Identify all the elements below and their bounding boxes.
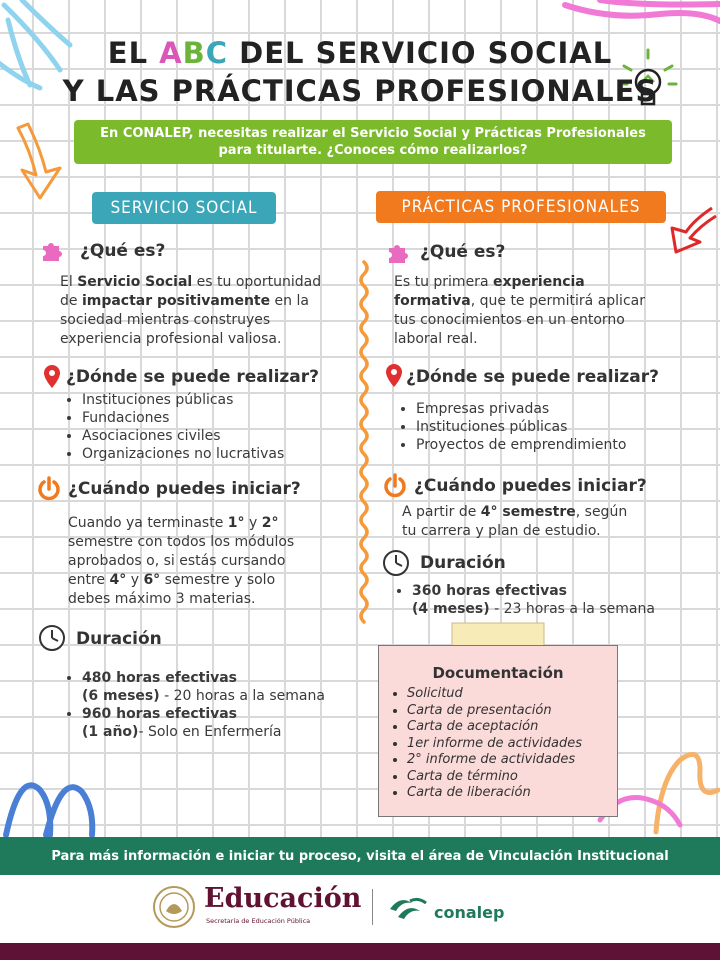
list-item: • Carta de presentación xyxy=(407,703,617,720)
practicas-que-es-text: Es tu primera experiencia formativa, que te permitirá aplicar tus conocimientos en un entorno laboral real. xyxy=(394,274,645,347)
footer-bottom-bar xyxy=(0,943,720,960)
clock-icon xyxy=(382,549,410,577)
puzzle-icon xyxy=(386,240,410,264)
conalep-logo-icon xyxy=(388,895,428,923)
practicas-cuando-heading: ¿Cuándo puedes iniciar? xyxy=(414,476,647,496)
puzzle-icon xyxy=(40,238,64,262)
servicio-donde-list xyxy=(60,391,284,463)
sep-subtitle: Secretaría de Educación Pública xyxy=(206,917,311,925)
location-pin-icon xyxy=(42,364,62,390)
location-pin-icon xyxy=(384,363,404,389)
servicio-donde-heading: ¿Dónde se puede realizar? xyxy=(66,367,320,387)
practicas-duracion-heading: Duración xyxy=(420,553,506,573)
clock-icon xyxy=(38,624,66,652)
intro-banner xyxy=(74,120,672,164)
power-icon xyxy=(382,473,408,499)
servicio-que-es-heading: ¿Qué es? xyxy=(80,241,166,261)
practicas-donde-heading: ¿Dónde se puede realizar? xyxy=(406,367,660,387)
list-item: • 960 horas efectivas (1 año)- Solo en Enfermería xyxy=(82,705,325,741)
banner-line-2: para titularte. ¿Conoces cómo realizarlos? xyxy=(218,143,528,158)
practicas-cuando-text: A partir de 4° semestre, según tu carrera y plan de estudio. xyxy=(402,504,628,539)
title-line-2: Y LAS PRÁCTICAS PROFESIONALES xyxy=(62,74,658,108)
servicio-cuando-text: Cuando ya terminaste 1° y 2° semestre con todos los módulos aprobados o, si estás cursando entre 4° y 6° semestre y solo debes máximo 3 materias. xyxy=(68,515,295,607)
list-item: • Proyectos de emprendimiento xyxy=(416,436,626,454)
conalep-logo-text: conalep xyxy=(434,903,505,922)
footer-info-text: Para más información e iniciar tu proceso, visita el área de Vinculación Institucional xyxy=(51,848,669,864)
page-title xyxy=(0,34,720,110)
list-item: • Carta de liberación xyxy=(407,785,617,802)
practicas-que-es-heading: ¿Qué es? xyxy=(420,242,506,262)
list-item: • Instituciones públicas xyxy=(416,418,626,436)
servicio-que-es-text: El Servicio Social es tu oportunidad de impactar positivamente en la sociedad mientras construyes experiencia profesional valiosa. xyxy=(60,274,322,347)
list-item: • Empresas privadas xyxy=(416,400,626,418)
list-item: • Organizaciones no lucrativas xyxy=(82,445,284,463)
footer-logos xyxy=(0,875,720,943)
power-icon xyxy=(36,476,62,502)
red-arrow-doodle xyxy=(672,208,716,252)
list-item: • Instituciones públicas xyxy=(82,391,284,409)
servicio-cuando-heading: ¿Cuándo puedes iniciar? xyxy=(68,479,301,499)
footer-info-band xyxy=(0,837,720,875)
sep-seal-logo xyxy=(152,885,196,929)
list-item: • 1er informe de actividades xyxy=(407,736,617,753)
logo-divider xyxy=(372,889,373,925)
list-item: • 2° informe de actividades xyxy=(407,752,617,769)
practicas-donde-list xyxy=(394,400,626,454)
documentacion-list xyxy=(379,686,617,802)
documentacion-heading: Documentación xyxy=(432,664,564,682)
practicas-duracion-list xyxy=(390,582,655,618)
list-item: • Carta de aceptación xyxy=(407,719,617,736)
orange-wavy-divider xyxy=(361,262,367,622)
blue-loops-bottom-left xyxy=(6,785,92,835)
list-item: • Carta de término xyxy=(407,769,617,786)
list-item: • 360 horas efectivas (4 meses) - 23 horas a la semana xyxy=(412,582,655,618)
pink-scribble-top-right xyxy=(565,0,720,22)
orange-squiggle-bottom-right xyxy=(656,754,718,832)
documentacion-card xyxy=(378,645,618,817)
educacion-logo-text: Educación xyxy=(204,883,362,914)
list-item: • 480 horas efectivas (6 meses) - 20 horas a la semana xyxy=(82,669,325,705)
servicio-duracion-heading: Duración xyxy=(76,629,162,649)
banner-line-1: En CONALEP, necesitas realizar el Servicio Social y Prácticas Profesionales xyxy=(100,126,646,141)
orange-arrow-doodle xyxy=(18,124,60,198)
list-item: • Asociaciones civiles xyxy=(82,427,284,445)
servicio-social-label: SERVICIO SOCIAL xyxy=(92,192,276,224)
practicas-profesionales-label: PRÁCTICAS PROFESIONALES xyxy=(376,191,666,223)
servicio-duracion-list xyxy=(60,669,325,741)
list-item: • Solicitud xyxy=(407,686,617,703)
title-line-1: EL ABC DEL SERVICIO SOCIAL xyxy=(107,36,613,70)
list-item: • Fundaciones xyxy=(82,409,284,427)
